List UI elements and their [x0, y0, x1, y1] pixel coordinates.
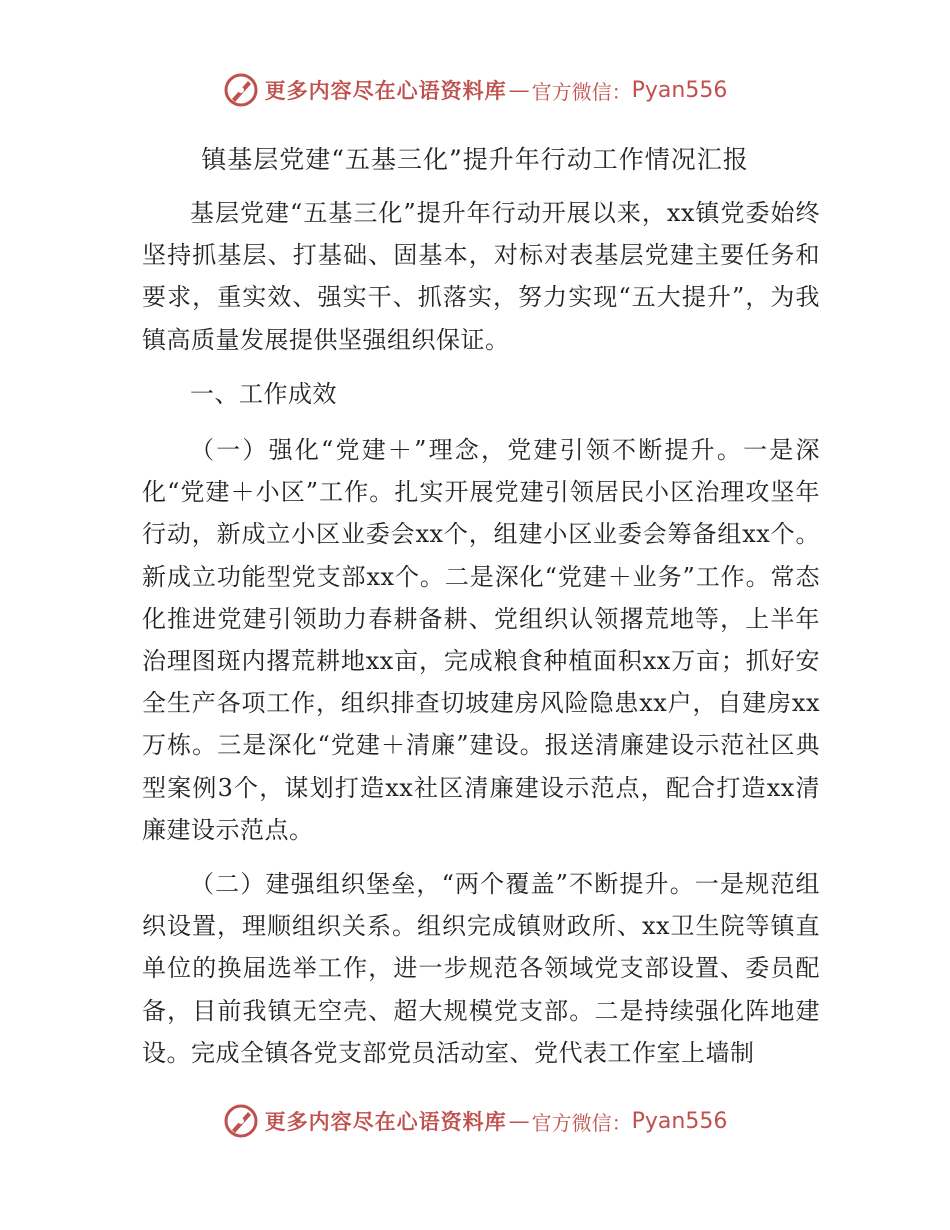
banner-wechat-handle: Pyan556: [631, 77, 728, 103]
banner-wechat-label: 官方微信：: [531, 1110, 632, 1135]
intro-paragraph: 基层党建“五基三化”提升年行动开展以来，xx镇党委始终坚持抓基层、打基础、固基本，对标对表基层党建主要任务和要求，重实效、强实干、抓落实，努力实现“五大提升”，为我镇高质量发展提供坚强组织保证。: [142, 199, 820, 354]
banner-separator: —: [508, 78, 530, 102]
document-title: 镇基层党建“五基三化”提升年行动工作情况汇报: [201, 145, 749, 174]
banner-text: 更多内容尽在心语资料库: [264, 79, 507, 103]
banner-wechat-label: 官方微信：: [531, 79, 632, 104]
body-paragraph: （一）强化“党建＋”理念，党建引领不断提升。一是深化“党建＋小区”工作。扎实开展党建引领居民小区治理攻坚年行动，新成立小区业委会xx个，组建小区业委会筹备组xx个。新成立功能型党支部xx个。二是深化“党建＋业务”工作。常态化推进党建引领助力春耕备耕、党组织认领撂荒地等，上半年治理图斑内撂荒耕地xx亩，完成粮食种植面积xx万亩；抓好安全生产各项工作，组织排查切坡建房风险隐患xx户，自建房xx万栋。三是深化“党建＋清廉”建设。报送清廉建设示范社区典型案例3个，谋划打造xx社区清廉建设示范点，配合打造xx清廉建设示范点。: [142, 436, 820, 844]
header-watermark-banner: [0, 70, 950, 110]
banner-text: 更多内容尽在心语资料库: [264, 1110, 507, 1134]
pen-logo-icon: [223, 72, 259, 108]
section-heading: 一、工作成效: [190, 379, 337, 408]
body-paragraph: （二）建强组织堡垒，“两个覆盖”不断提升。一是规范组织设置，理顺组织关系。组织完成镇财政所、xx卫生院等镇直单位的换届选举工作，进一步规范各领域党支部设置、委员配备，目前我镇无空壳、超大规模党支部。二是持续强化阵地建设。完成全镇各党支部党员活动室、党代表工作室上墙制: [142, 870, 820, 1067]
document-body: [142, 192, 820, 1086]
banner-separator: —: [508, 1109, 530, 1133]
pen-logo-icon: [223, 1103, 259, 1139]
footer-watermark-banner: [0, 1101, 950, 1141]
banner-wechat-handle: Pyan556: [631, 1108, 728, 1134]
